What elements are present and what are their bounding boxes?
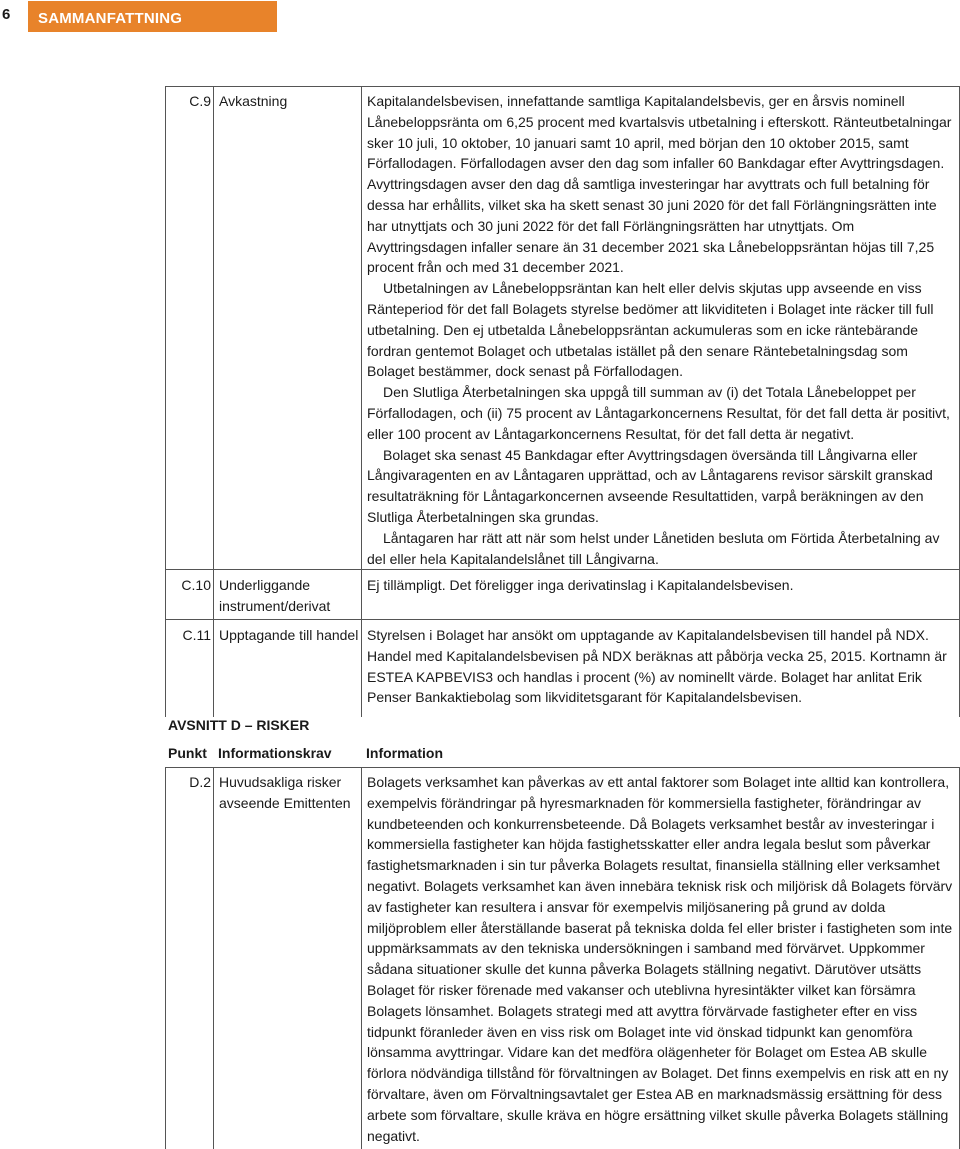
row-information bbox=[367, 772, 957, 1146]
paragraph: Bolaget ska senast 45 Bankdagar efter Avyttringsdagen översända till Långivarna eller Långivaragenten en av Låntagaren upprättad, och av Låntagarens revisor särskilt granskad resultaträkning för Låntagarkoncernen avseende Resultattiden, varpå beräkningen av den Slutliga Återbetalningen ska grundas. bbox=[367, 446, 933, 525]
row-code: D.2 bbox=[189, 774, 211, 790]
column-header-information: Information bbox=[366, 745, 443, 761]
row-label: Underliggande instrument/derivat bbox=[219, 577, 331, 614]
row-information bbox=[367, 91, 957, 569]
paragraph: Kapitalandelsbevisen, innefattande samtliga Kapitalandelsbevis, ger en årsvis nominell Lånebeloppsränta om 6,25 procent med kvartalsvis utbetalning i efterskott. Ränteutbetalningar sker 10 juli, 10 oktober, 10 januari samt 10 april, med början den 10 oktober 2015, samt Förfallodagen. Förfallodagen avser den dag som infaller 60 Bankdagar efter Avyttringsdagen. Avyttringsdagen avser den dag då samtliga investeringar har avyttrats och full betalning för dessa har erhållits, vilket ska ha skett senast 30 juni 2020 för det fall Förlängningsrätten inte har utnyttjats och 30 juni 2022 för det fall Förlängningsrätten har utnyttjats. Om Avyttringsdagen infaller senare än 31 december 2021 ska Lånebeloppsräntan höjas till 7,25 procent från och med 31 december 2021. bbox=[367, 93, 952, 276]
section-c-table bbox=[165, 86, 960, 717]
row-information bbox=[367, 625, 957, 708]
row-label: Upptagande till handel bbox=[219, 627, 359, 643]
column-header-informationskrav: Informationskrav bbox=[218, 745, 332, 761]
paragraph: Den Slutliga Återbetalningen ska uppgå till summan av (i) det Totala Lånebeloppet per Förfallodagen, och (ii) 75 procent av Låntagarkoncernens Resultat, för det fall detta är positivt, eller 100 procent av Låntagarkoncernens Resultat, för det fall detta är negativt. bbox=[367, 384, 950, 442]
paragraph: Låntagaren har rätt att när som helst under Lånetiden besluta om Förtida Återbetalning av del eller hela Kapitalandelslånet till Långivarna. bbox=[367, 529, 940, 567]
row-label: Huvudsakliga risker avseende Emittenten bbox=[219, 774, 351, 811]
column-divider bbox=[213, 768, 214, 1149]
row-divider bbox=[166, 569, 959, 570]
page-number: 6 bbox=[2, 6, 11, 23]
row-divider bbox=[166, 619, 959, 620]
row-label: Avkastning bbox=[219, 93, 288, 109]
section-heading: AVSNITT D – RISKER bbox=[168, 717, 310, 733]
row-code: C.10 bbox=[181, 577, 211, 593]
paragraph: Styrelsen i Bolaget har ansökt om upptagande av Kapitalandelsbevisen till handel på NDX. Handel med Kapitalandelsbevisen på NDX beräknas att påbörja vecka 25, 2015. Kortnamn är ESTEA KAPBEVIS3 och handlas i procent (%) av nominellt värde. Bolaget har anlitat Erik Penser Bankaktiebolag som likviditetsgarant för Kapitalandelsbevisen. bbox=[367, 627, 947, 706]
row-code: C.9 bbox=[189, 93, 211, 109]
column-divider bbox=[361, 768, 362, 1149]
section-banner: SAMMANFATTNING bbox=[28, 1, 277, 32]
row-code: C.11 bbox=[182, 627, 211, 643]
paragraph: Utbetalningen av Lånebeloppsräntan kan helt eller delvis skjutas upp avseende en viss Ränteperiod för det fall Bolagets styrelse bedömer att likviditeten i Bolaget inte räcker till full utbetalning. Den ej utbetalda Lånebeloppsräntan ackumuleras som en icke räntebärande fordran gentemot Bolaget och utbetalas istället på den senare Räntebetalningsdag som Bolaget bestämmer, dock senast på Förfallodagen. bbox=[367, 280, 934, 380]
section-d-table bbox=[165, 767, 960, 1149]
column-divider bbox=[361, 87, 362, 717]
column-header-punkt: Punkt bbox=[168, 745, 207, 761]
row-information bbox=[367, 575, 957, 596]
paragraph: Bolagets verksamhet kan påverkas av ett antal faktorer som Bolaget inte alltid kan kontrollera, exempelvis förändringar på hyresmarknaden för kommersiella fastigheter, förändringar av kundbeteenden och konkurrensbeteende. Då Bolagets verksamhet består av investeringar i kommersiella fastigheter kan höjda fastighetsskatter eller andra legala beslut som påverkar fastighetsmarknaden i sin tur påverka Bolagets resultat, finansiella ställning eller verksamhet negativt. Bolagets verksamhet kan även innebära teknisk risk och miljörisk då Bolagets förvärv av fastigheter kan resultera i ansvar för exempelvis miljösanering på grund av dolda miljöproblem eller återställande baserat på tekniska dolda fel eller brister i fastigheten som inte uppmärksammats av den tekniska undersökningen i samband med förvärvet. Uppkommer sådana situationer skulle det kunna påverka Bolagets ställning negativt. Därutöver utsätts Bolaget för risker förenade med vakanser och uteblivna hyresintäkter vilket kan försämra Bolagets lönsamhet. Bolagets strategi med att avyttra förvärvade fastigheter efter en viss tidpunkt föranleder även en viss risk om Bolaget inte vid önskad tidpunkt kan genomföra lönsamma avyttringar. Vidare kan det medföra olägenheter för Bolaget om Estea AB skulle förlora nödvändiga tillstånd för förvaltningen av Bolaget. Det finns exempelvis en risk att en ny förvaltare, även om Förvaltningsavtalet ger Estea AB en marknadsmässig ersättning för dess arbete som förvaltare, skulle kräva en högre ersättning vilket skulle påverka Bolagets ställning negativt. bbox=[367, 774, 953, 1144]
paragraph: Ej tillämpligt. Det föreligger inga derivatinslag i Kapitalandelsbevisen. bbox=[367, 577, 794, 593]
column-divider bbox=[213, 87, 214, 717]
